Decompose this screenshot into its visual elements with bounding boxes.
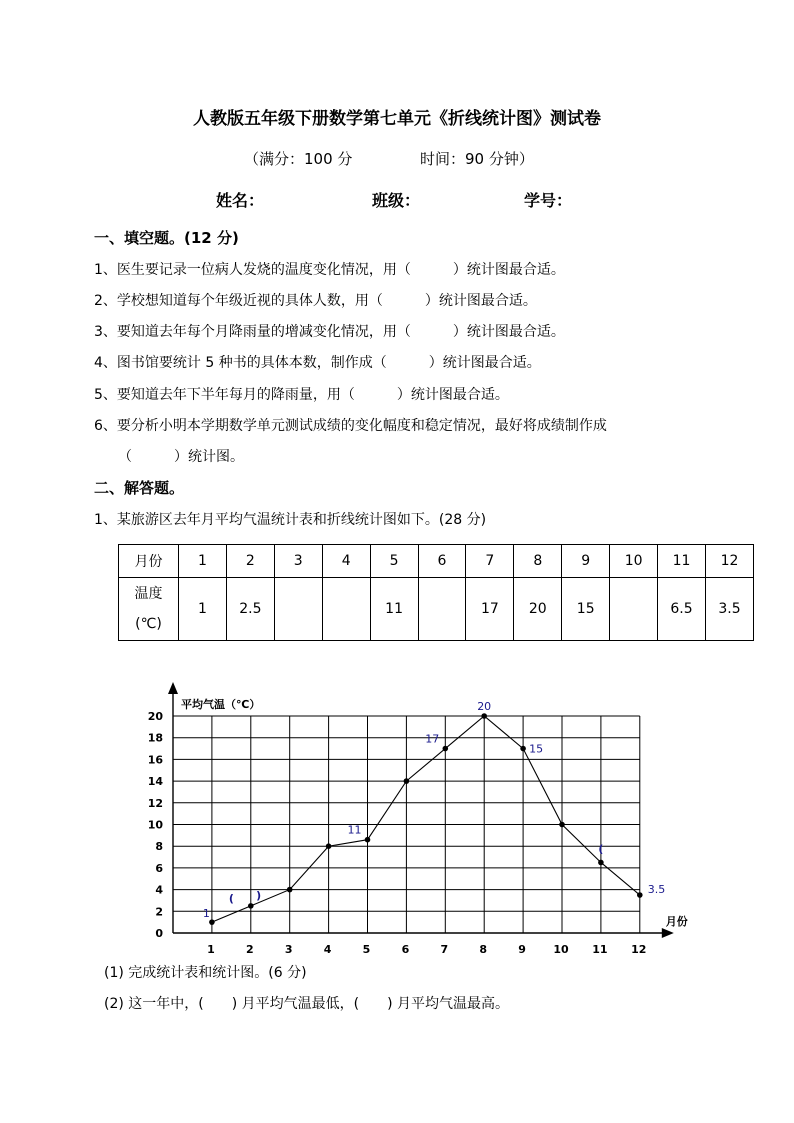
month-cell: 5 (370, 545, 418, 578)
data-point-month-5 (365, 837, 371, 843)
y-tick-label: 12 (147, 796, 163, 810)
blank-bracket: ( (228, 892, 234, 906)
temperature-header: 温度 (℃) (119, 578, 179, 641)
question-6-cont: （ ）统计图。 (118, 449, 244, 465)
temp-cell: 11 (370, 578, 418, 641)
y-axis-arrow (168, 682, 178, 694)
data-point-month-10 (559, 822, 565, 828)
exam-time: 时间：90 分钟） (420, 150, 534, 168)
problem-1: 1、某旅游区去年月平均气温统计表和折线统计图如下。(28 分) (94, 512, 487, 528)
student-id-label: 学号： (524, 191, 573, 210)
data-label: 17 (425, 732, 440, 746)
x-tick-label: 9 (518, 943, 526, 956)
y-tick-label: 14 (147, 775, 163, 789)
data-label: 20 (477, 700, 492, 713)
data-point-month-2 (248, 903, 254, 909)
month-header: 月份 (119, 545, 179, 578)
temp-cell: 15 (562, 578, 610, 641)
class-label: 班级： (372, 191, 421, 210)
data-point-month-11 (598, 860, 604, 866)
temperature-row (119, 578, 754, 641)
x-axis-arrow (662, 928, 674, 938)
x-tick-label: 11 (592, 943, 608, 956)
section2-heading: 二、解答题。 (94, 479, 185, 497)
y-tick-label: 4 (155, 883, 163, 897)
month-cell: 12 (705, 545, 753, 578)
x-tick-label: 8 (479, 943, 488, 956)
data-point-month-3 (287, 887, 293, 893)
month-cell: 3 (274, 545, 322, 578)
chart-ticks (148, 710, 647, 956)
data-label: 15 (529, 742, 544, 756)
month-cell: 8 (514, 545, 562, 578)
chart-axes (168, 682, 674, 938)
data-point-month-12 (637, 892, 643, 898)
data-label: 11 (347, 823, 362, 837)
x-tick-label: 4 (323, 943, 332, 956)
month-row (119, 545, 754, 578)
month-cell: 1 (179, 545, 227, 578)
name-label: 姓名： (216, 191, 265, 210)
y-tick-label: 8 (155, 840, 163, 854)
month-cell: 6 (418, 545, 466, 578)
y-tick-label: 6 (155, 861, 163, 875)
question-1: 1、医生要记录一位病人发烧的温度变化情况，用（ ）统计图最合适。 (94, 262, 565, 278)
x-tick-label: 2 (245, 943, 254, 956)
x-tick-label: 1 (207, 943, 215, 956)
y-tick-label: 18 (147, 731, 163, 745)
question-6: 6、要分析小明本学期数学单元测试成绩的变化幅度和稳定情况，最好将成绩制作成 (94, 418, 607, 434)
temp-cell (274, 578, 322, 641)
month-cell: 10 (610, 545, 658, 578)
temp-cell (418, 578, 466, 641)
full-score: （满分：100 分 (244, 150, 353, 168)
data-point-month-1 (209, 919, 215, 925)
x-tick-label: 5 (362, 943, 371, 956)
question-2: 2、学校想知道每个年级近视的具体人数，用（ ）统计图最合适。 (94, 293, 537, 309)
temp-cell: 20 (514, 578, 562, 641)
question-5: 5、要知道去年下半年每月的降雨量，用（ ）统计图最合适。 (94, 387, 509, 403)
sub-question-2: (2) 这一年中，( ) 月平均气温最低，( ) 月平均气温最高。 (104, 996, 510, 1012)
question-3: 3、要知道去年每个月降雨量的增减变化情况，用（ ）统计图最合适。 (94, 324, 565, 340)
x-tick-label: 7 (440, 943, 449, 956)
month-cell: 2 (226, 545, 274, 578)
blank-bracket: ( (598, 842, 604, 856)
temp-cell: 2.5 (226, 578, 274, 641)
month-cell: 7 (466, 545, 514, 578)
y-tick-label: 16 (147, 753, 163, 767)
sub-question-1: (1) 完成统计表和统计图。(6 分) (104, 965, 307, 981)
y-tick-label: 10 (147, 818, 163, 832)
temp-cell: 1 (179, 578, 227, 641)
month-cell: 4 (322, 545, 370, 578)
y-tick-label: 2 (155, 905, 163, 919)
section1-heading: 一、填空题。(12 分) (94, 229, 239, 247)
data-point-month-8 (481, 713, 487, 719)
x-tick-label: 12 (631, 943, 647, 956)
temp-cell: 3.5 (705, 578, 753, 641)
data-label: 1 (202, 907, 210, 921)
y-tick-label: 20 (147, 710, 163, 723)
temp-cell: 17 (466, 578, 514, 641)
y-axis-label: 平均气温（℃） (181, 698, 261, 711)
series-line (212, 716, 640, 922)
temperature-line-chart (140, 676, 700, 960)
month-cell: 9 (562, 545, 610, 578)
data-point-month-4 (326, 843, 332, 849)
chart-grid (173, 716, 640, 933)
chart-labels (181, 697, 688, 928)
temperature-table (118, 544, 754, 641)
month-cell: 11 (658, 545, 706, 578)
question-4: 4、图书馆要统计 5 种书的具体本数，制作成（ ）统计图最合适。 (94, 355, 541, 371)
x-tick-label: 6 (401, 943, 410, 956)
temp-cell: 6.5 (658, 578, 706, 641)
data-point-month-7 (443, 746, 449, 752)
x-tick-label: 3 (284, 943, 293, 956)
x-axis-label: 月份 (665, 915, 688, 928)
data-point-month-6 (404, 778, 410, 784)
temp-cell (322, 578, 370, 641)
y-tick-label: 0 (155, 927, 163, 940)
data-label: 3.5 (647, 883, 666, 897)
temp-cell (610, 578, 658, 641)
x-tick-label: 10 (553, 943, 569, 956)
page-title: 人教版五年级下册数学第七单元《折线统计图》测试卷 (193, 109, 601, 129)
blank-bracket: ) (256, 888, 262, 902)
data-point-month-9 (520, 746, 526, 752)
